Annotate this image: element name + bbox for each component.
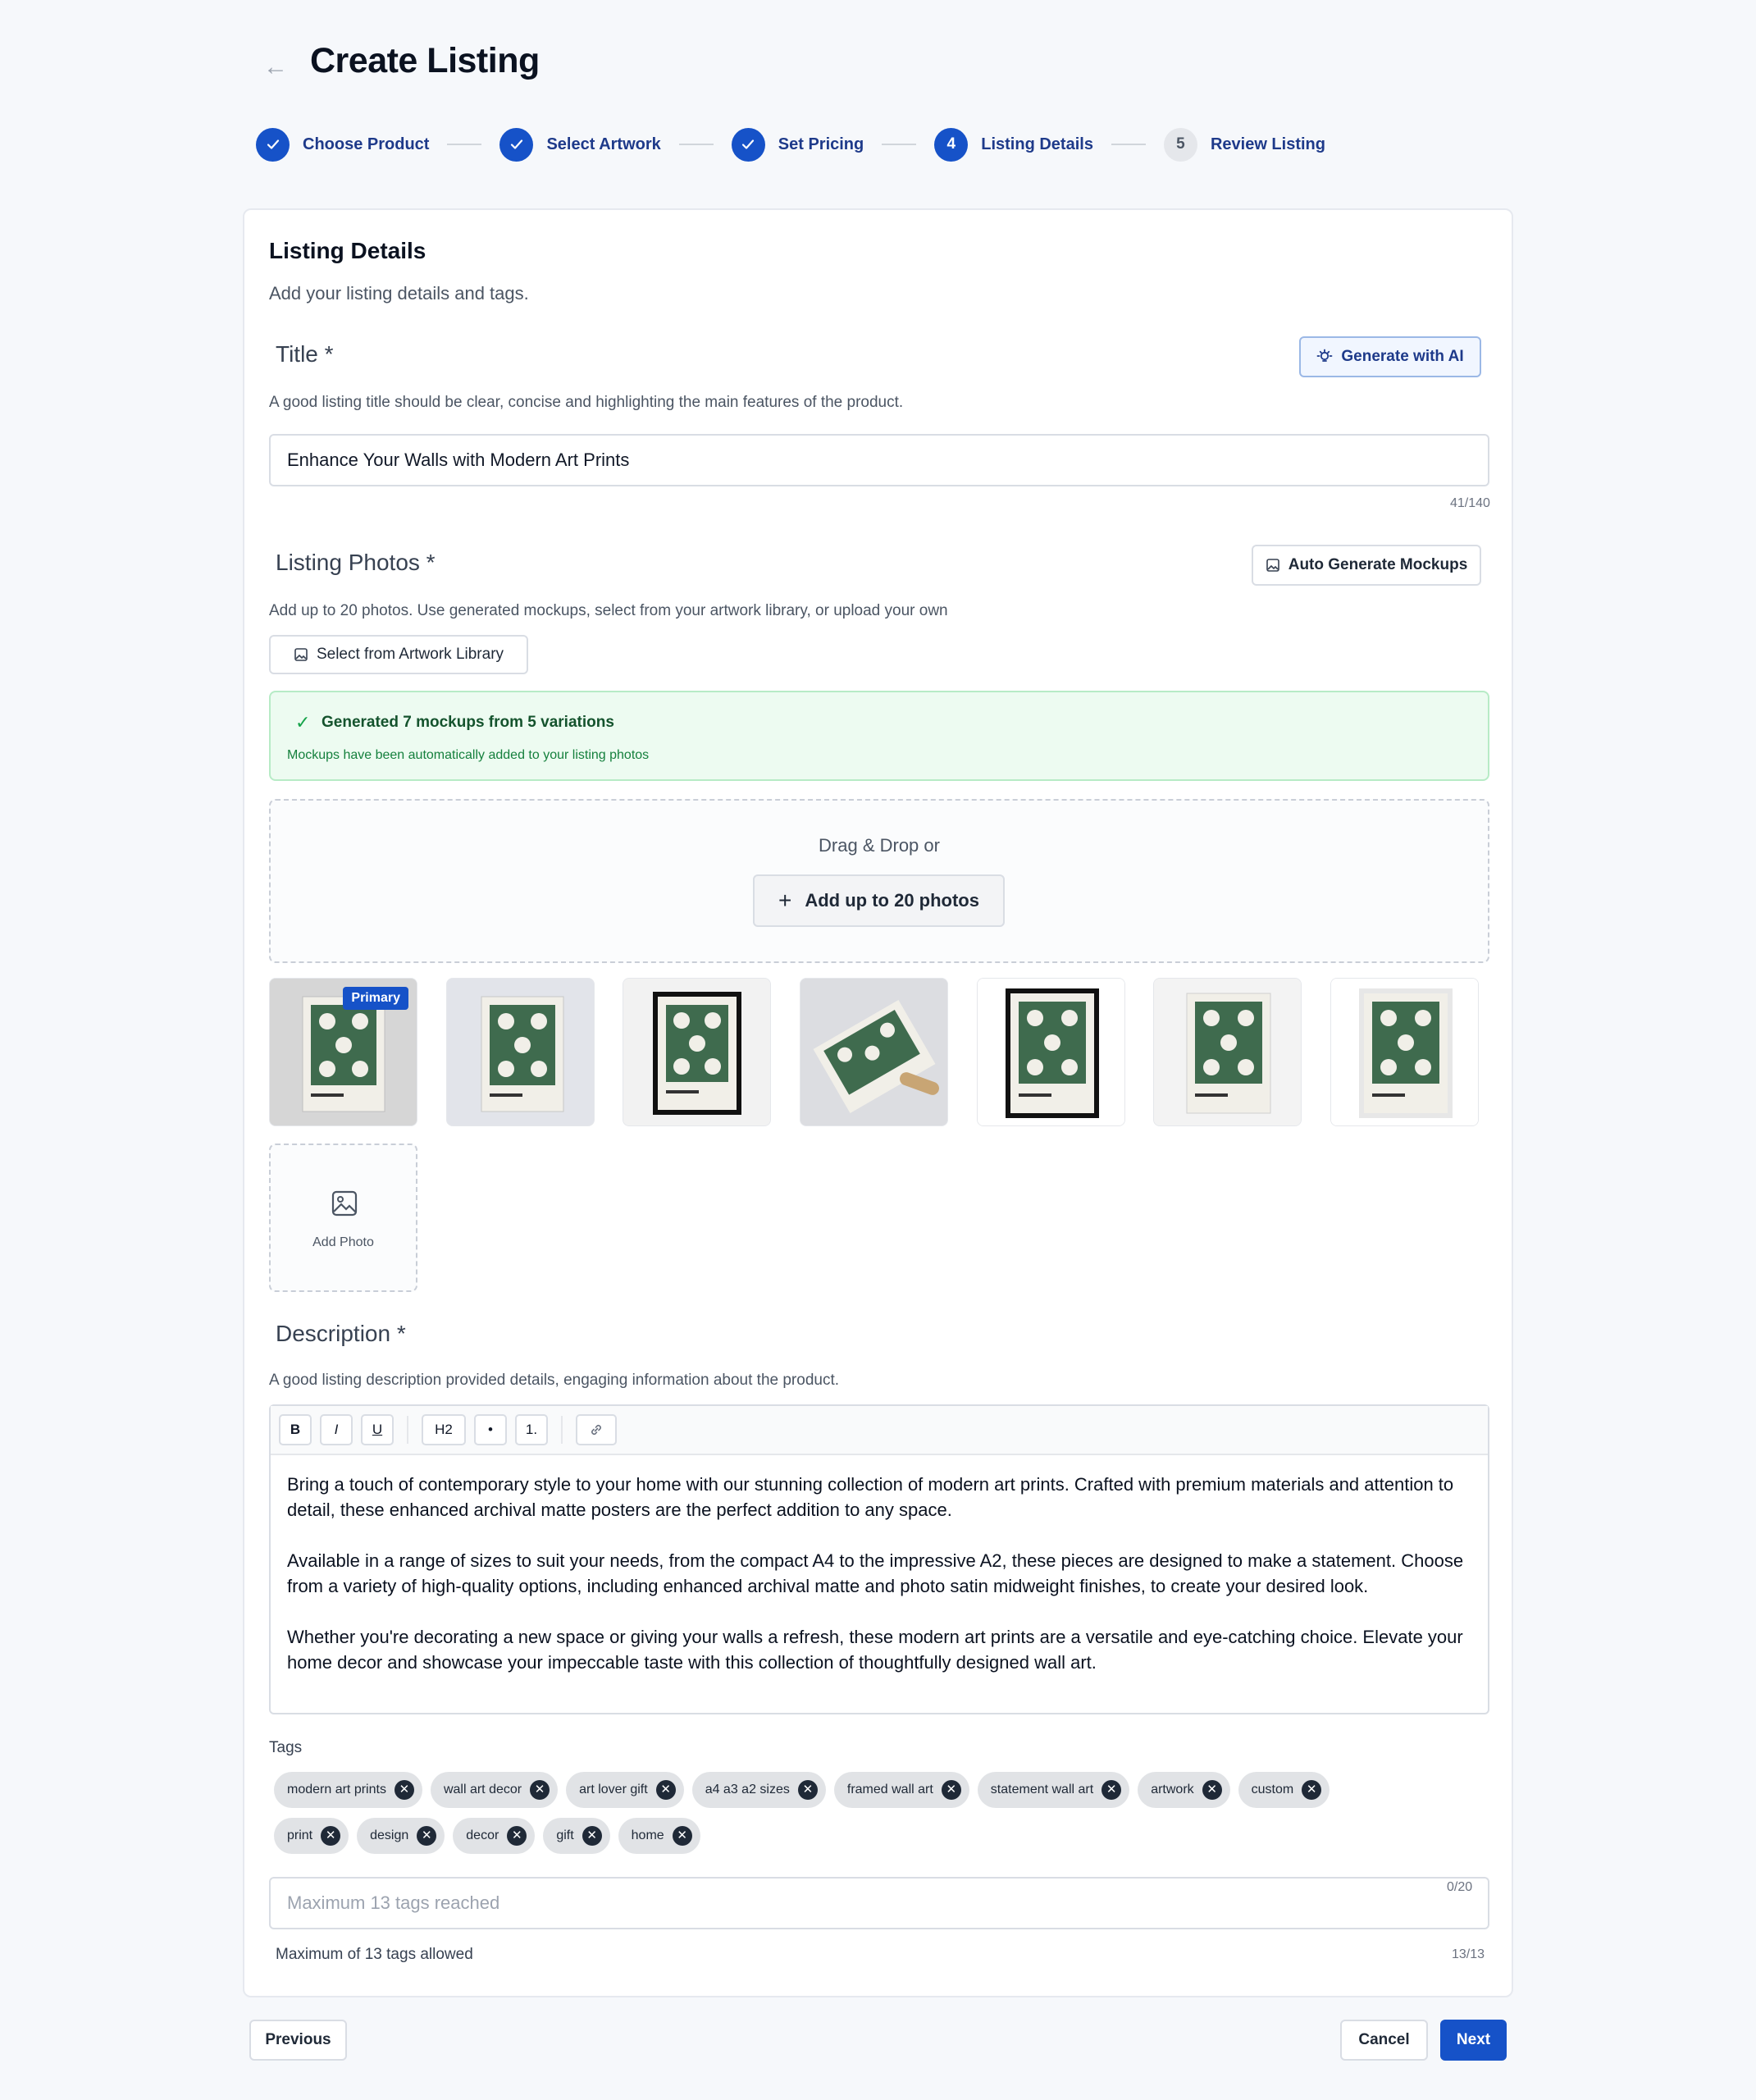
photo-thumbnail[interactable]	[269, 978, 417, 1126]
tag-chip	[692, 1772, 826, 1808]
tag-limit-text: Maximum of 13 tags allowed	[276, 1946, 473, 1963]
check-icon: ✓	[295, 712, 311, 733]
tag-input-placeholder: Maximum 13 tags reached	[287, 1892, 500, 1913]
tag-text: art lover gift	[579, 1783, 648, 1796]
image-icon	[1266, 558, 1280, 573]
tag-chip	[453, 1818, 535, 1854]
remove-tag-icon[interactable]: ✕	[507, 1826, 527, 1846]
select-from-artwork-library-button[interactable]	[269, 635, 528, 674]
tag-chip	[543, 1818, 609, 1854]
generate-with-ai-button[interactable]	[1299, 336, 1481, 377]
tag-text: artwork	[1151, 1783, 1194, 1796]
step-label: Review Listing	[1210, 135, 1325, 153]
step-number: 4	[934, 128, 968, 162]
tags-row	[274, 1772, 1330, 1808]
tag-chip	[1238, 1772, 1330, 1808]
success-subtitle: Mockups have been automatically added to your listing photos	[287, 748, 650, 762]
remove-tag-icon[interactable]: ✕	[798, 1780, 818, 1800]
remove-tag-icon[interactable]: ✕	[1302, 1780, 1321, 1800]
framed-artwork-mockup	[623, 979, 771, 1126]
artwork-mockup	[447, 979, 595, 1126]
remove-tag-icon[interactable]: ✕	[656, 1780, 676, 1800]
listing-photos-label: Listing Photos *	[276, 550, 436, 575]
tag-text: a4 a3 a2 sizes	[705, 1783, 790, 1796]
title-char-counter: 41/140	[1450, 496, 1490, 510]
tag-chip	[357, 1818, 445, 1854]
title-value: Enhance Your Walls with Modern Art Prints	[287, 450, 630, 470]
select-library-label: Select from Artwork Library	[316, 646, 504, 663]
heading-button[interactable]: H2	[422, 1414, 466, 1445]
tag-input[interactable]	[269, 1877, 1489, 1929]
add-photo-tile[interactable]	[269, 1144, 417, 1292]
mockup-success-alert	[269, 691, 1489, 781]
check-icon	[499, 128, 533, 162]
check-icon	[732, 128, 765, 162]
description-editor[interactable]	[269, 1404, 1489, 1714]
tag-chip	[834, 1772, 969, 1808]
tag-chip	[978, 1772, 1129, 1808]
photos-help: Add up to 20 photos. Use generated mockups, select from your artwork library, or upload your own	[269, 602, 948, 619]
artwork-mockup	[1331, 979, 1479, 1126]
toolbar-divider	[407, 1416, 408, 1444]
step-connector	[679, 144, 714, 145]
step-label: Select Artwork	[546, 135, 661, 153]
step-connector	[1111, 144, 1146, 145]
section-title: Listing Details	[269, 238, 426, 263]
step-connector	[447, 144, 481, 145]
description-help: A good listing description provided details, engaging information about the product.	[269, 1372, 840, 1389]
italic-button[interactable]: I	[320, 1414, 353, 1445]
drag-drop-text: Drag & Drop or	[819, 835, 940, 856]
photo-thumbnail[interactable]	[1330, 978, 1479, 1126]
primary-badge: Primary	[343, 987, 408, 1010]
underline-button[interactable]: U	[361, 1414, 394, 1445]
photo-thumbnail[interactable]	[1153, 978, 1302, 1126]
photo-thumbnail[interactable]	[977, 978, 1125, 1126]
tag-count: 13/13	[1452, 1947, 1485, 1961]
tag-text: custom	[1251, 1783, 1294, 1796]
step-connector	[882, 144, 916, 145]
tag-text: design	[370, 1828, 409, 1842]
photo-thumbnail[interactable]	[446, 978, 595, 1126]
add-photos-label: Add up to 20 photos	[805, 890, 979, 911]
add-photos-button[interactable]	[753, 874, 1005, 927]
description-label: Description *	[276, 1321, 406, 1346]
progress-stepper	[256, 126, 1325, 162]
link-button[interactable]	[576, 1414, 617, 1445]
next-button[interactable]: Next	[1440, 2020, 1507, 2061]
tag-text: wall art decor	[443, 1783, 522, 1796]
step-number: 5	[1164, 128, 1197, 162]
listing-details-card	[243, 208, 1513, 1997]
tag-chip	[1138, 1772, 1229, 1808]
tags-row	[274, 1818, 700, 1854]
title-help: A good listing title should be clear, concise and highlighting the main features of the product.	[269, 394, 904, 411]
tag-text: statement wall art	[990, 1783, 1094, 1796]
auto-generate-mockups-button[interactable]	[1252, 545, 1481, 586]
remove-tag-icon[interactable]: ✕	[582, 1826, 602, 1846]
description-paragraph: Whether you're decorating a new space or giving your walls a refresh, these modern art prints are a versatile and eye-catching choice. Elevate your home decor and showcase your impeccable taste with this collection of thoughtfully designed wall art.	[287, 1627, 1463, 1673]
description-paragraph: Available in a range of sizes to suit your needs, from the compact A4 to the impressive A2, these pieces are designed to make a statement. Choose from a variety of high-quality options, including enhanced archival matte and photo satin midweight finishes, to create your desired look.	[287, 1550, 1464, 1596]
toolbar-divider	[561, 1416, 563, 1444]
bold-button[interactable]: B	[279, 1414, 312, 1445]
tag-input-counter: 0/20	[1447, 1880, 1473, 1894]
step-listing-details[interactable]	[934, 128, 1093, 162]
step-label: Listing Details	[981, 135, 1093, 153]
cancel-button[interactable]: Cancel	[1340, 2020, 1428, 2061]
ordered-list-button[interactable]: 1.	[515, 1414, 548, 1445]
photo-thumbnail[interactable]	[623, 978, 771, 1126]
step-label: Choose Product	[303, 135, 430, 153]
remove-tag-icon[interactable]: ✕	[395, 1780, 414, 1800]
artwork-mockup	[1154, 979, 1302, 1126]
title-label: Title *	[276, 341, 334, 367]
image-icon	[294, 647, 308, 662]
description-paragraph: Bring a touch of contemporary style to your home with our stunning collection of modern art prints. Crafted with premium materials and attention to detail, these enhanced archival matte posters are the perfect addition to any space.	[287, 1474, 1454, 1520]
description-text	[287, 1472, 1468, 1701]
step-set-pricing[interactable]	[732, 128, 864, 162]
section-subtitle: Add your listing details and tags.	[269, 283, 529, 304]
step-review-listing[interactable]	[1164, 128, 1325, 162]
remove-tag-icon[interactable]: ✕	[942, 1780, 961, 1800]
tag-chip	[431, 1772, 558, 1808]
framed-artwork-mockup	[978, 979, 1125, 1126]
previous-button[interactable]: Previous	[249, 2020, 347, 2061]
editor-toolbar	[271, 1406, 1488, 1455]
tag-text: print	[287, 1828, 313, 1842]
tag-chip	[274, 1772, 422, 1808]
tags-label: Tags	[269, 1739, 303, 1756]
tag-text: framed wall art	[846, 1783, 933, 1796]
remove-tag-icon[interactable]: ✕	[321, 1826, 340, 1846]
remove-tag-icon[interactable]: ✕	[530, 1780, 550, 1800]
rolled-poster-mockup	[800, 979, 948, 1126]
remove-tag-icon[interactable]: ✕	[1202, 1780, 1222, 1800]
tag-text: home	[631, 1828, 664, 1842]
step-label: Set Pricing	[778, 135, 864, 153]
remove-tag-icon[interactable]: ✕	[1101, 1780, 1121, 1800]
success-title: Generated 7 mockups from 5 variations	[322, 714, 614, 731]
tag-chip	[618, 1818, 700, 1854]
page-title: Create Listing	[310, 41, 540, 80]
lightbulb-icon	[1316, 349, 1333, 365]
tag-text: modern art prints	[287, 1783, 386, 1796]
back-arrow-icon[interactable]: ←	[263, 53, 288, 80]
tag-chip	[274, 1818, 349, 1854]
generate-with-ai-label: Generate with AI	[1341, 348, 1464, 365]
image-icon	[331, 1189, 358, 1217]
photo-thumbnail[interactable]	[800, 978, 948, 1126]
tag-text: gift	[556, 1828, 574, 1842]
auto-generate-mockups-label: Auto Generate Mockups	[1288, 556, 1468, 573]
step-select-artwork[interactable]	[499, 128, 660, 162]
bullet-list-button[interactable]: •	[474, 1414, 507, 1445]
remove-tag-icon[interactable]: ✕	[673, 1826, 692, 1846]
tag-chip	[566, 1772, 684, 1808]
check-icon	[256, 128, 290, 162]
step-choose-product[interactable]	[256, 128, 429, 162]
tag-text: decor	[466, 1828, 499, 1842]
add-photo-label: Add Photo	[312, 1235, 374, 1249]
title-input[interactable]	[269, 434, 1489, 486]
plus-icon: +	[778, 888, 792, 913]
photo-dropzone[interactable]	[269, 799, 1489, 963]
link-icon	[589, 1422, 604, 1437]
remove-tag-icon[interactable]: ✕	[417, 1826, 436, 1846]
